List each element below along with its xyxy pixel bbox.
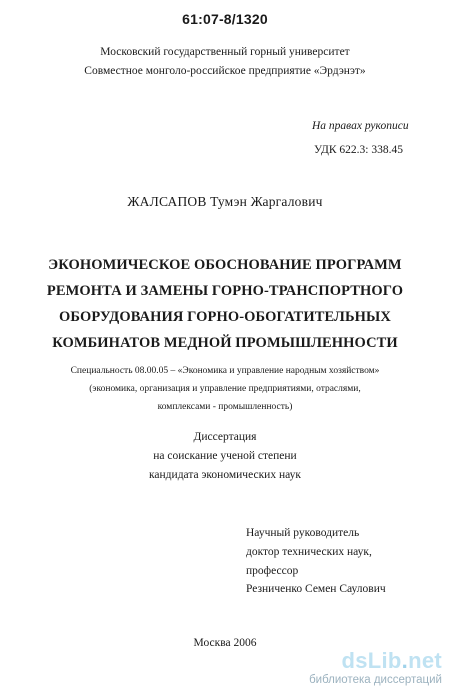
title-line: ЭКОНОМИЧЕСКОЕ ОБОСНОВАНИЕ ПРОГРАММ <box>48 257 402 273</box>
title-line: ОБОРУДОВАНИЯ ГОРНО-ОБОГАТИТЕЛЬНЫХ <box>59 309 391 325</box>
enterprise-name: Совместное монголо-российское предприятие «Эрдэнэт» <box>84 65 366 77</box>
dissertation-line: кандидата экономических наук <box>149 469 301 481</box>
supervisor-line: профессор <box>246 565 299 577</box>
dissertation-line: на соискание ученой степени <box>153 450 297 462</box>
specialty-line: (экономика, организация и управление предприятиями, отраслями, <box>89 384 361 394</box>
watermark-subtitle: библиотека диссертаций <box>309 674 442 686</box>
dissertation-line: Диссертация <box>193 431 257 443</box>
supervisor-line: Резниченко Семен Саулович <box>246 583 386 595</box>
specialty-line: комплексами - промышленность) <box>157 402 293 412</box>
university-name: Московский государственный горный университет <box>100 46 350 58</box>
archive-number: 61:07-8/1320 <box>182 11 268 27</box>
supervisor-line: Научный руководитель <box>246 527 360 539</box>
logo-dot: . <box>401 648 409 673</box>
title-line: РЕМОНТА И ЗАМЕНЫ ГОРНО-ТРАНСПОРТНОГО <box>46 283 404 299</box>
logo-main: dsLib <box>341 648 402 673</box>
dslib-logo <box>309 650 442 672</box>
title-line: КОМБИНАТОВ МЕДНОЙ ПРОМЫШЛЕННОСТИ <box>52 335 398 351</box>
udk-code: УДК 622.3: 338.45 <box>314 144 403 156</box>
author-name: ЖАЛСАПОВ Тумэн Жаргалович <box>127 194 323 209</box>
city-year: Москва 2006 <box>193 637 257 649</box>
dslib-watermark[interactable] <box>309 650 442 687</box>
manuscript-rights: На правах рукописи <box>312 120 409 132</box>
specialty-line: Специальность 08.00.05 – «Экономика и управление народным хозяйством» <box>70 366 380 376</box>
logo-tld: net <box>408 648 442 673</box>
supervisor-line: доктор технических наук, <box>246 546 372 558</box>
